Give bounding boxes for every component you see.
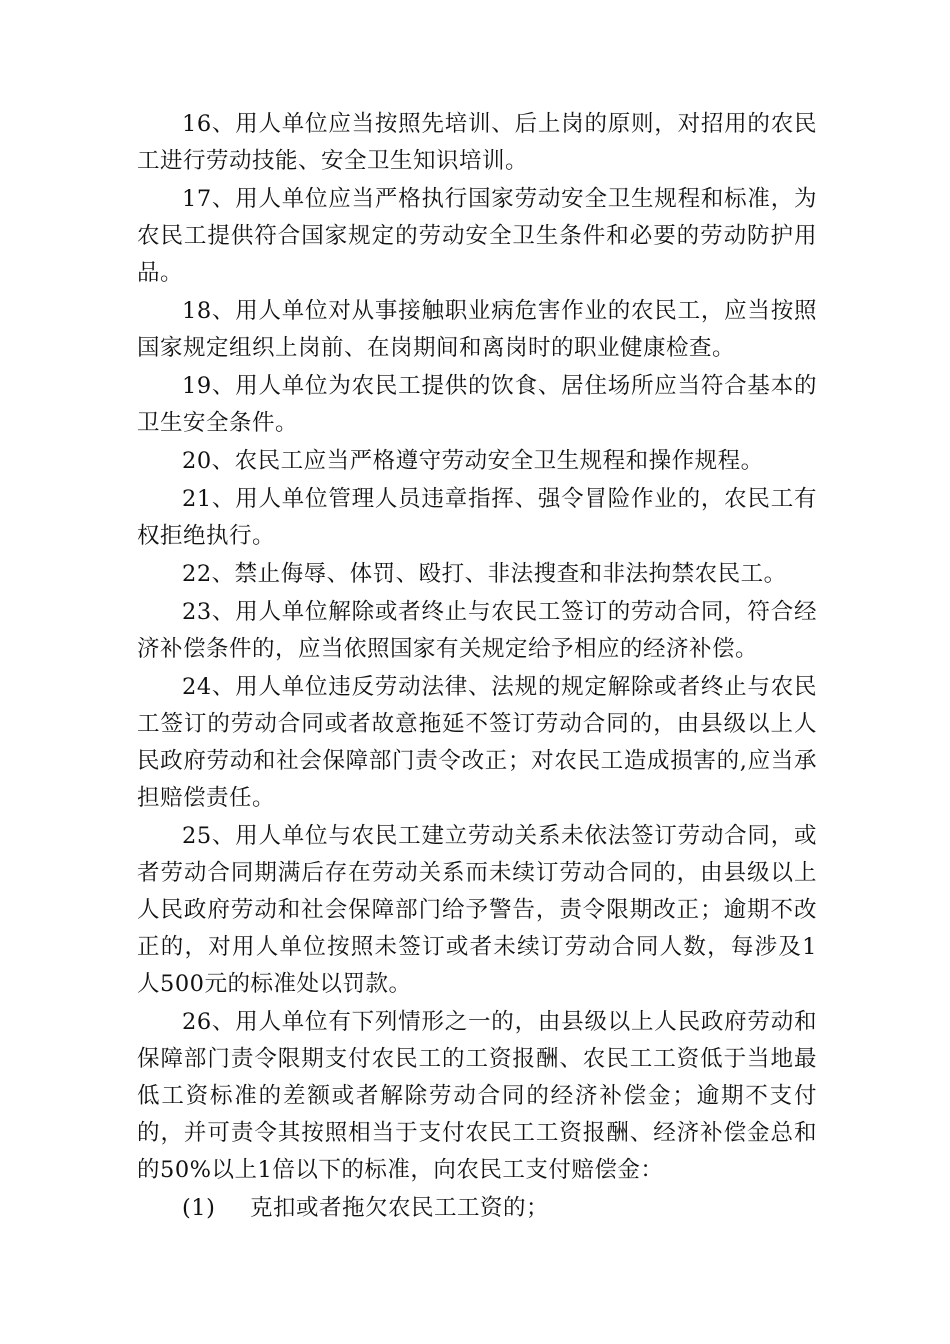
paragraph-24: 24、用人单位违反劳动法律、法规的规定解除或者终止与农民工签订的劳动合同或者故意拖延不签订劳动合同的，由县级以上人民政府劳动和社会保障部门责令改正；对农民工造成损害的,应当承担赔偿责任。 <box>137 674 817 811</box>
paragraph-19: 19、用人单位为农民工提供的饮食、居住场所应当符合基本的卫生安全条件。 <box>137 373 817 436</box>
paragraph-16: 16、用人单位应当按照先培训、后上岗的原则，对招用的农民工进行劳动技能、安全卫生知识培训。 <box>137 111 817 174</box>
paragraph-20: 20、农民工应当严格遵守劳动安全卫生规程和操作规程。 <box>182 448 764 474</box>
paragraph-26: 26、用人单位有下列情形之一的，由县级以上人民政府劳动和保障部门责令限期支付农民工的工资报酬、农民工工资低于当地最低工资标准的差额或者解除劳动合同的经济补偿金；逾期不支付的，并可责令其按照相当于支付农民工工资报酬、经济补偿金总和的50%以上1倍以下的标准，向农民工支付赔偿金： <box>137 1009 817 1183</box>
list-item-number: (1) <box>182 1195 216 1221</box>
paragraph-23: 23、用人单位解除或者终止与农民工签订的劳动合同，符合经济补偿条件的，应当依照国家有关规定给予相应的经济补偿。 <box>137 599 817 662</box>
list-item <box>137 1190 817 1227</box>
list-item-text: 克扣或者拖欠农民工工资的； <box>250 1195 550 1221</box>
paragraph-21: 21、用人单位管理人员违章指挥、强令冒险作业的，农民工有权拒绝执行。 <box>137 486 817 549</box>
paragraph-22: 22、禁止侮辱、体罚、殴打、非法搜查和非法拘禁农民工。 <box>182 561 787 587</box>
document-body <box>137 106 817 1227</box>
paragraph-17: 17、用人单位应当严格执行国家劳动安全卫生规程和标准，为农民工提供符合国家规定的劳动安全卫生条件和必要的劳动防护用品。 <box>137 186 817 286</box>
paragraph-25: 25、用人单位与农民工建立劳动关系未依法签订劳动合同，或者劳动合同期满后存在劳动关系而未续订劳动合同的，由县级以上人民政府劳动和社会保障部门给予警告，责令限期改正；逾期不改正的，对用人单位按照未签订或者未续订劳动合同人数，每涉及1人500元的标准处以罚款。 <box>137 823 817 997</box>
paragraph-18: 18、用人单位对从事接触职业病危害作业的农民工，应当按照国家规定组织上岗前、在岗期间和离岗时的职业健康检查。 <box>137 298 817 361</box>
